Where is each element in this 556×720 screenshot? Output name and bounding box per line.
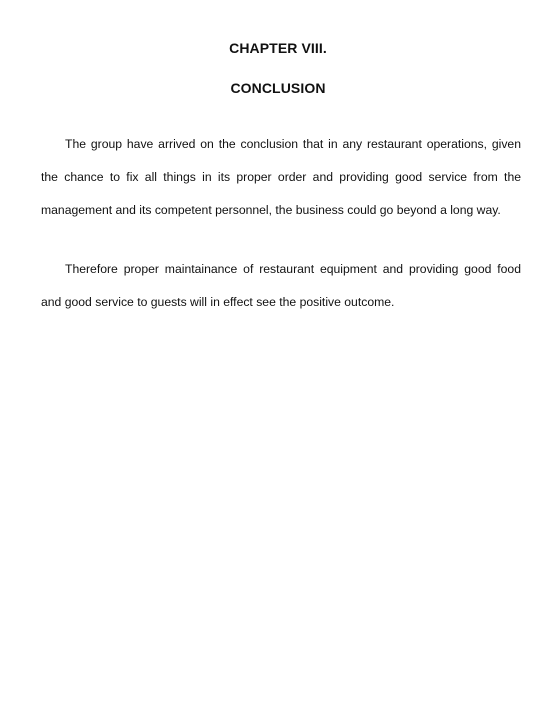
chapter-title-heading: CONCLUSION <box>230 80 326 96</box>
body-paragraph: Therefore proper maintainance of restaurant equipment and providing good food and good service to guests will in effect see the positive outcome. <box>41 262 521 309</box>
body-paragraph: The group have arrived on the conclusion that in any restaurant operations, given the chance to fix all things in its proper order and providing good service from the management and its competent personnel, the business could go beyond a long way. <box>41 137 521 217</box>
chapter-number-heading: CHAPTER VIII. <box>229 40 327 56</box>
